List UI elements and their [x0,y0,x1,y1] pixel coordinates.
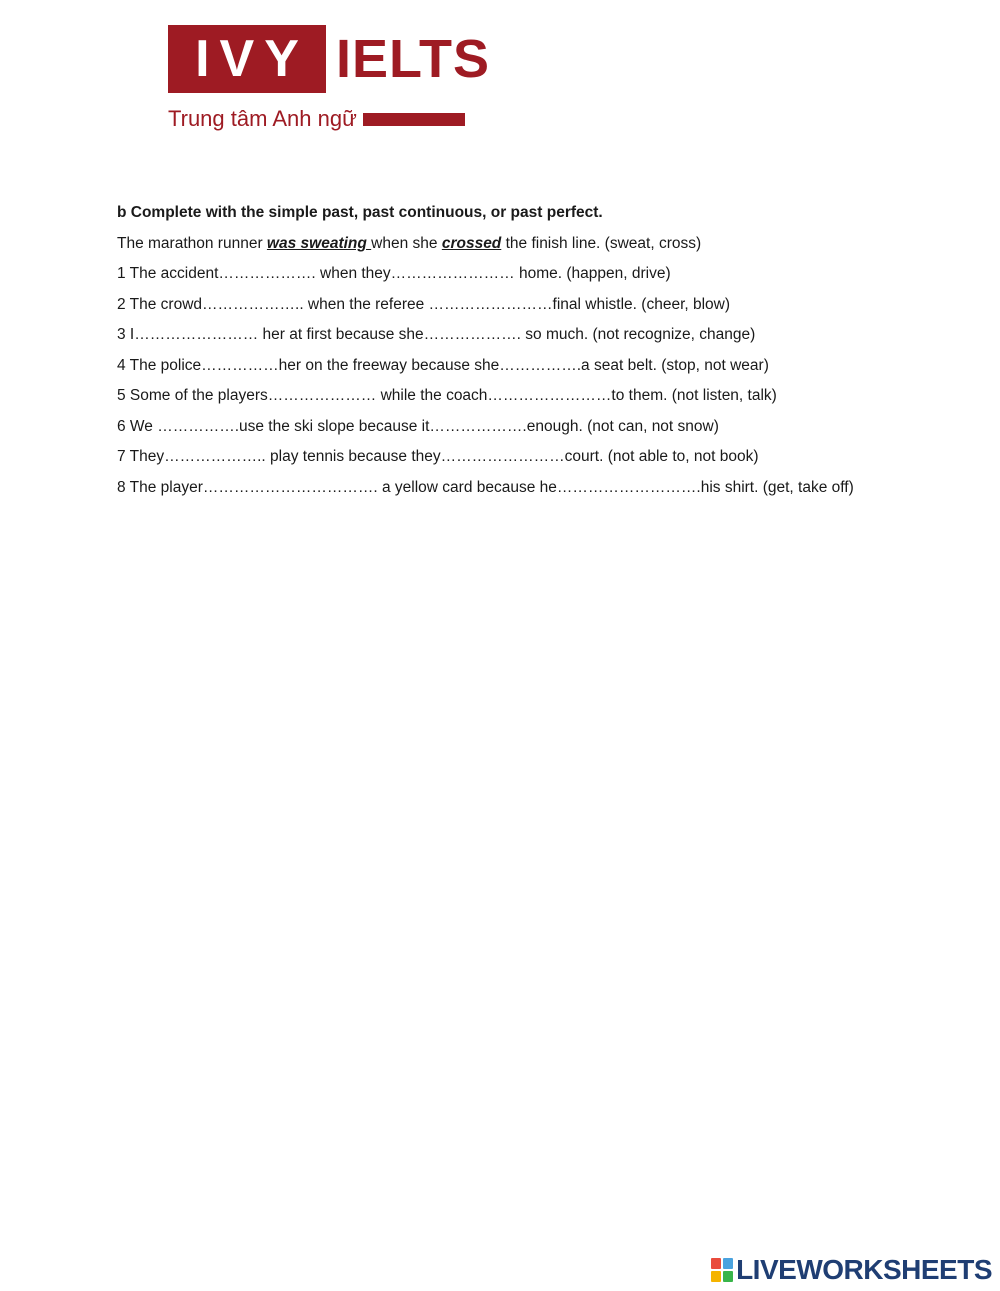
exercise-item-4: 4 The police……………her on the freeway because she…………….a seat belt. (stop, not wear) [117,356,769,374]
logo-accent-bar [363,113,465,126]
example-answer-1: was sweating [266,234,372,252]
exercise-item-5: 5 Some of the players………………… while the coach……………………to them. (not listen, talk) [117,387,777,404]
exercise-item-3: 3 I…………………… her at first because she………………. so much. (not recognize, change) [117,326,756,343]
liveworksheets-wordmark: LIVEWORKSHEETS [736,1254,992,1285]
logo-top-row [168,25,490,93]
liveworksheets-brand [711,1255,992,1285]
logo-tagline: Trung tâm Anh ngữ [168,106,357,131]
exercise-heading: b Complete with the simple past, past continuous, or past perfect. [117,204,603,221]
exercise-item-1: 1 The accident………………. when they…………………… home. (happen, drive) [117,265,671,282]
liveworksheets-logo-icon [711,1258,733,1282]
example-sentence [117,233,879,255]
example-text-1: The marathon runner [117,234,267,252]
example-text-2: when she [371,234,442,252]
exercise-item-8: 8 The player……………………………. a yellow card because he……………………….his shirt. (get, take off) [117,478,854,496]
logo-ivy-box: IVY [168,25,326,93]
exercise-item-2: 2 The crowd……………….. when the referee ……………………final whistle. (cheer, blow) [117,295,731,313]
ivy-ielts-logo [168,25,498,135]
exercise-section [117,202,879,507]
example-text-3: the finish line. (sweat, cross) [501,234,702,252]
logo-bottom-row [168,105,465,133]
logo-ielts-word: IELTS [336,29,491,89]
exercise-item-6: 6 We …………….use the ski slope because it……………….enough. (not can, not snow) [117,417,719,435]
exercise-item-7: 7 They……………….. play tennis because they……………………court. (not able to, not book) [117,448,759,465]
example-answer-2: crossed [441,234,502,252]
